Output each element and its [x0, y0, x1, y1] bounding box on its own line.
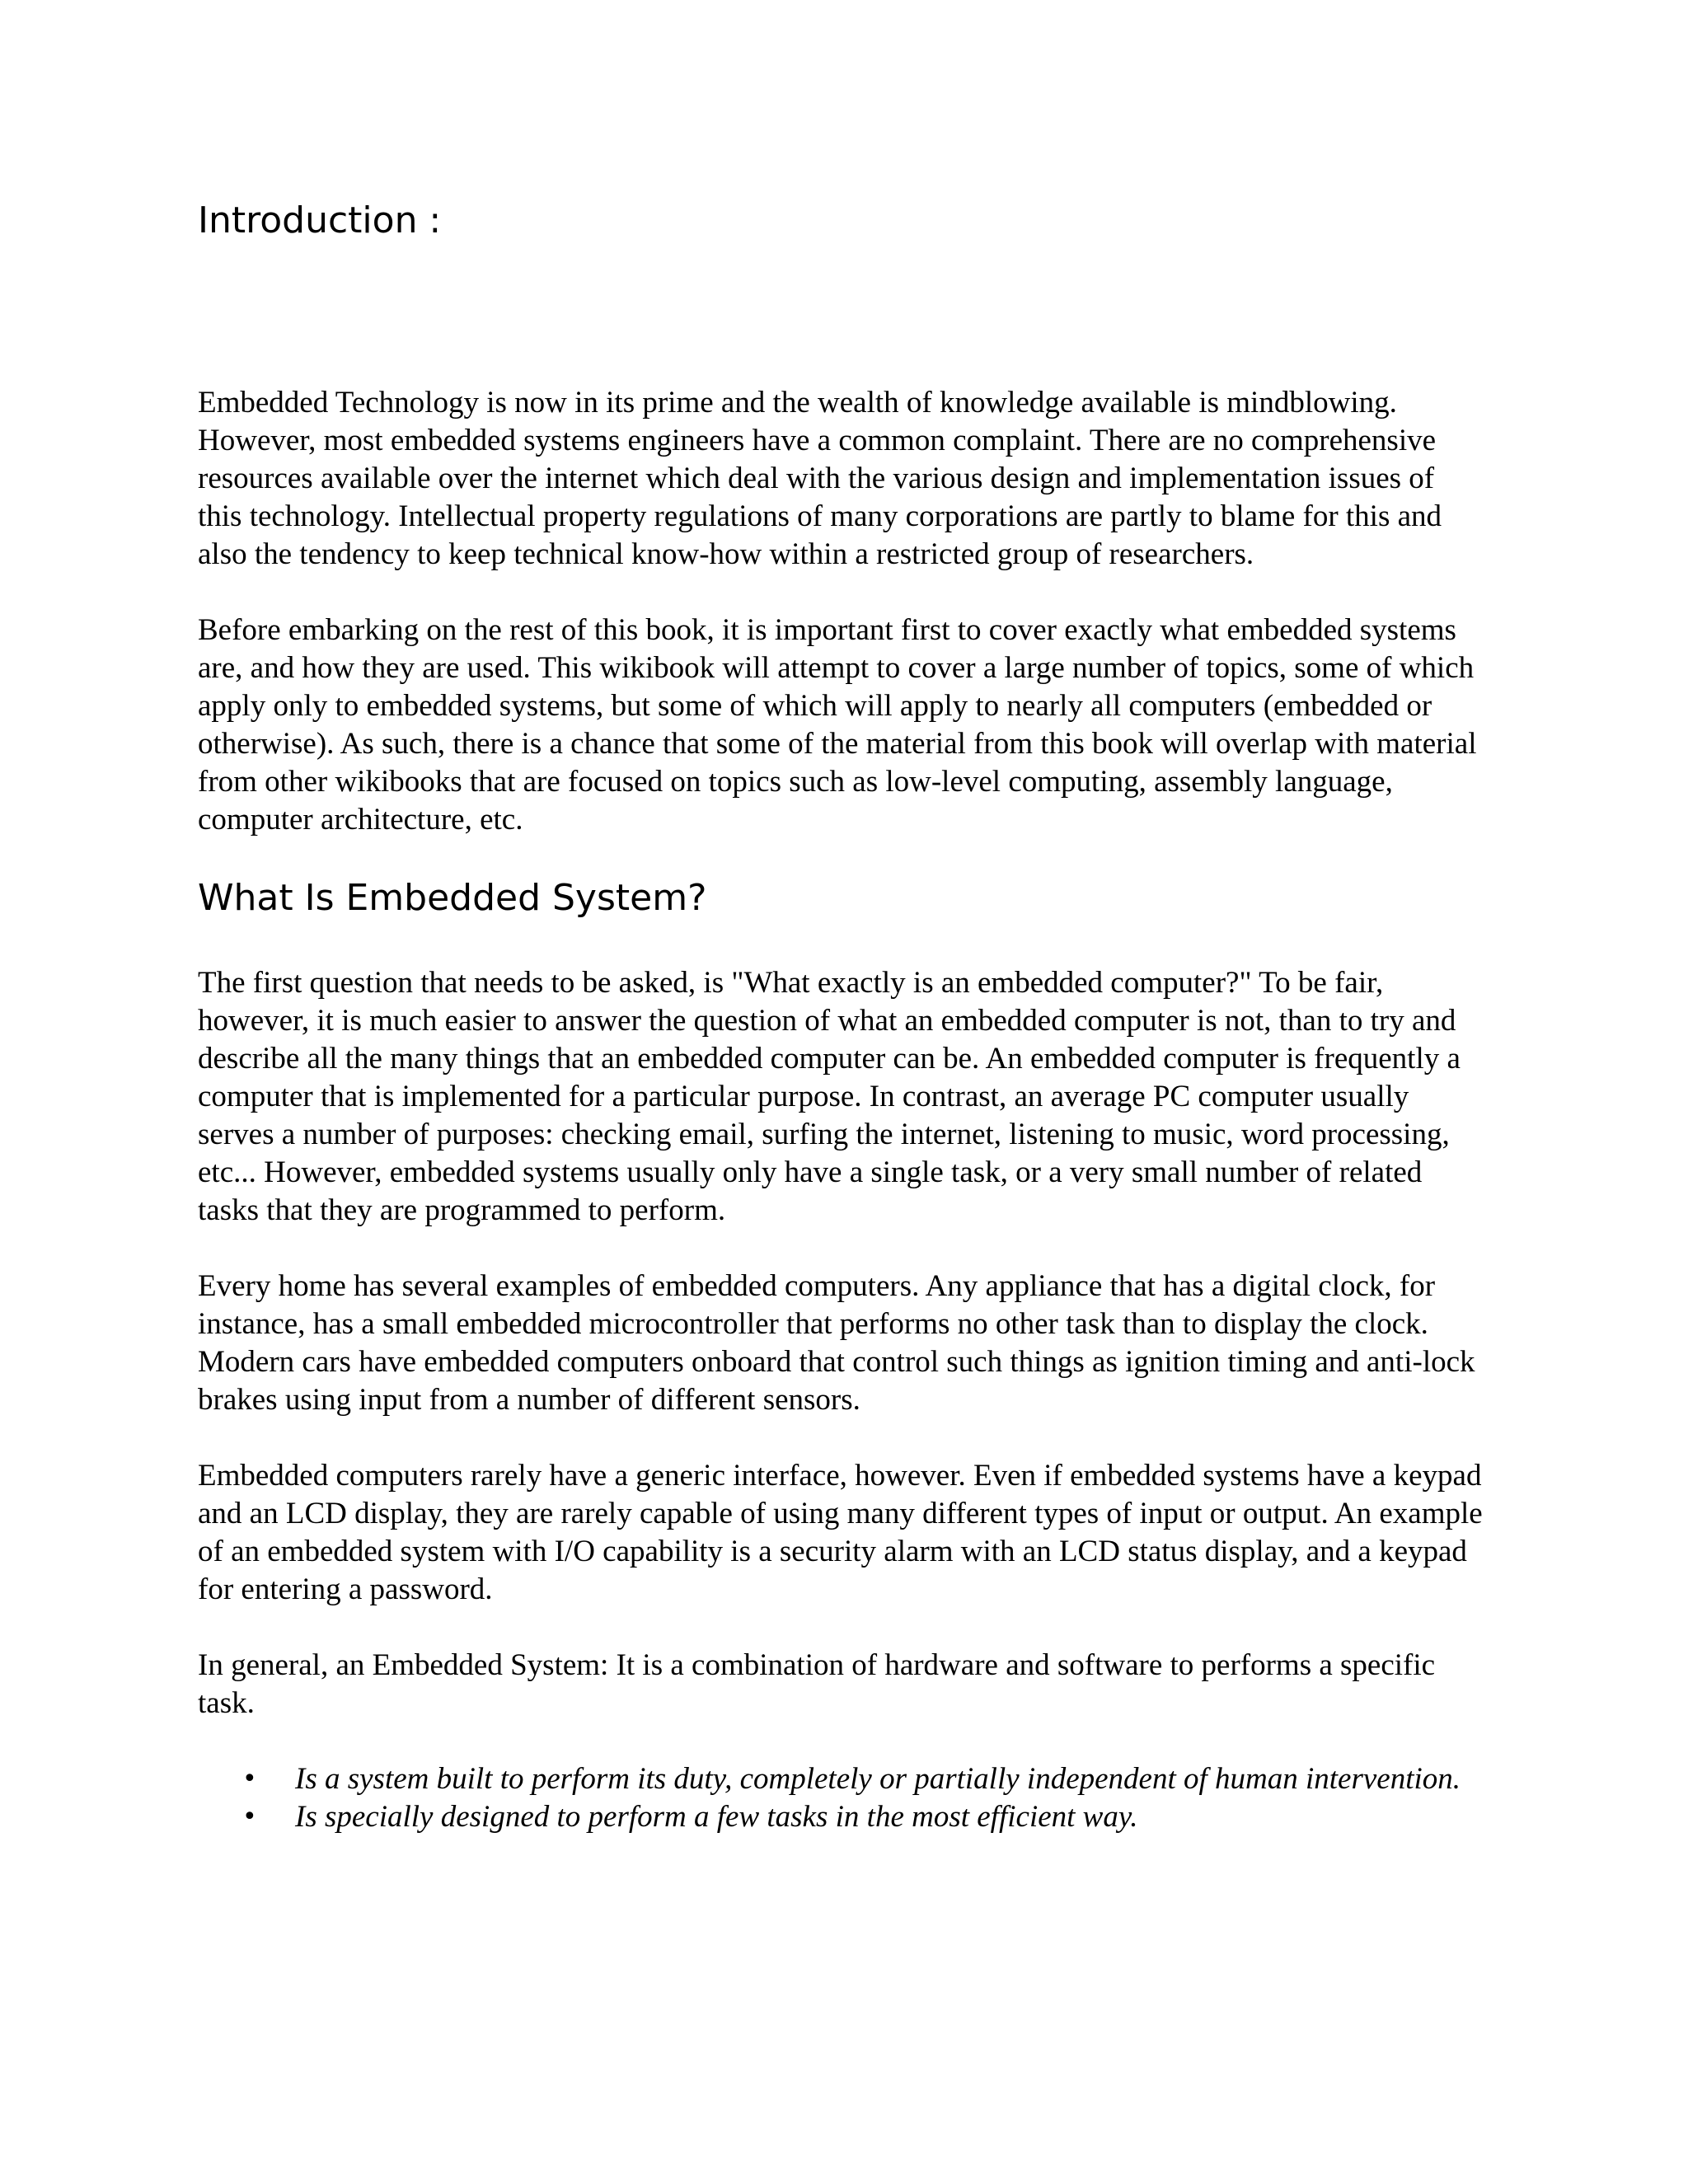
document-body — [198, 196, 1484, 1836]
heading-what-is-embedded-system: What Is Embedded System? — [198, 877, 707, 919]
paragraph-generic-interface: Embedded computers rarely have a generic interface, however. Even if embedded systems have a keypad and an LCD display, they are rarely capable of using many different types of input or output. An example of an embedded system with I/O capability is a security alarm with an LCD status display, and a keypad for entering a password. — [198, 1459, 1483, 1606]
paragraph-every-home: Every home has several examples of embedded computers. Any appliance that has a digital clock, for instance, has a small embedded microcontroller that performs no other task than to display the clock. Modern cars have embedded computers onboard that control such things as ignition timing and anti-lock brakes using input from a number of different sensors. — [198, 1269, 1475, 1417]
paragraph-in-general: In general, an Embedded System: It is a combination of hardware and software to performs a specific task. — [198, 1648, 1436, 1720]
bullet-icon: • — [242, 1802, 257, 1831]
definition-list — [198, 1760, 1484, 1836]
paragraph-first-question: The first question that needs to be asked, is "What exactly is an embedded computer?" To be fair, however, it is much easier to answer the question of what an embedded computer is not, than to try and describe all the many things that an embedded computer can be. An embedded computer is frequently a computer that is implemented for a particular purpose. In contrast, an average PC computer usually serves a number of purposes: checking email, surfing the internet, listening to music, word processing, etc... However, embedded systems usually only have a single task, or a very small number of related tasks that they are programmed to perform. — [198, 966, 1461, 1227]
paragraph-embedded-technology: Embedded Technology is now in its prime and the wealth of knowledge available is mindblowing. However, most embedded systems engineers have a common complaint. There are no comprehensive resources available over the internet which deal with the various design and implementation issues of this technology. Intellectual property regulations of many corporations are partly to blame for this and also the tendency to keep technical know-how within a restricted group of researchers. — [198, 386, 1442, 571]
list-item — [198, 1798, 1484, 1836]
paragraph-before-embarking: Before embarking on the rest of this book, it is important first to cover exactly what embedded systems are, and how they are used. This wikibook will attempt to cover a large number of topics, some of which apply only to embedded systems, but some of which will apply to nearly all computers (embedded or otherwise). As such, there is a chance that some of the material from this book will overlap with material from other wikibooks that are focused on topics such as low-level computing, assembly language, computer architecture, etc. — [198, 613, 1477, 837]
list-item — [198, 1760, 1484, 1798]
heading-introduction: Introduction : — [198, 199, 442, 241]
bullet-icon: • — [242, 1765, 257, 1793]
list-item-text: Is specially designed to perform a few tasks in the most efficient way. — [295, 1800, 1138, 1834]
list-item-text: Is a system built to perform its duty, completely or partially independent of human intervention. — [295, 1762, 1461, 1796]
